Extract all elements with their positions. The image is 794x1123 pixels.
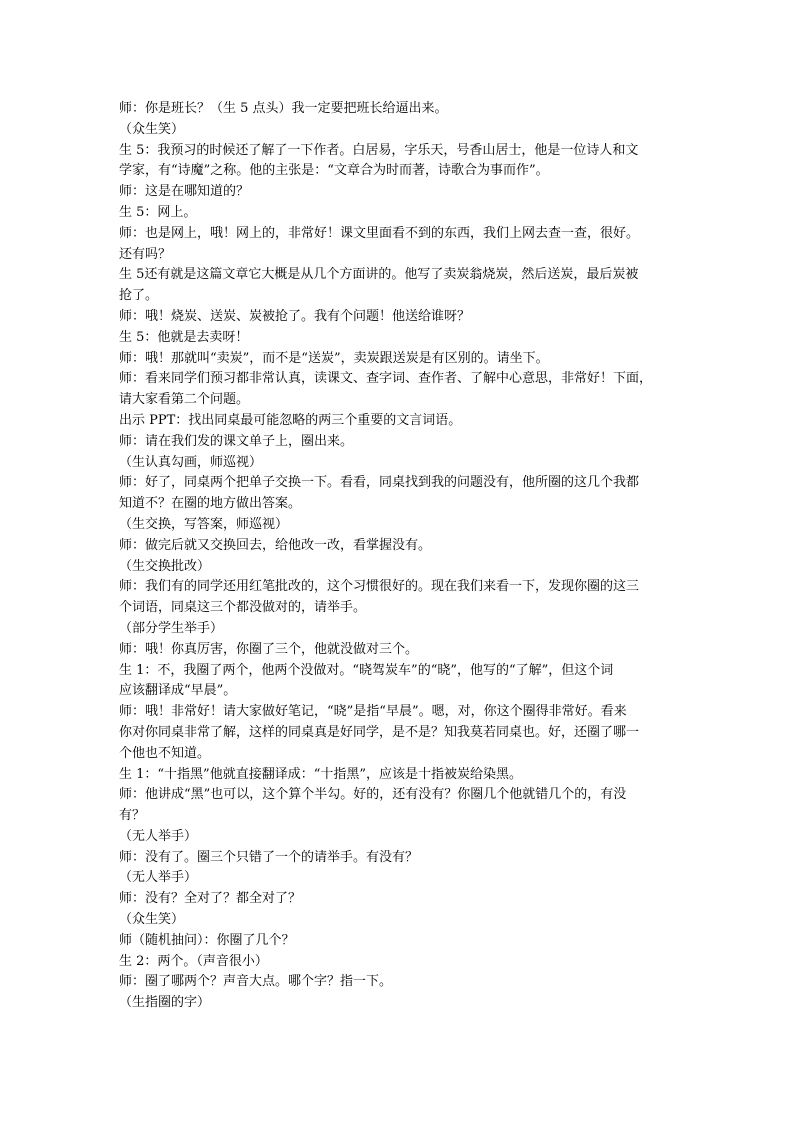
text-line: （生认真勾画，师巡视） [119,454,263,470]
text-line: 师：好了，同桌两个把单子交换一下。看看，同桌找到我的问题没有，他所圈的这几个我都 [119,475,640,491]
text-line: 知道不？在圈的地方做出答案。 [119,496,302,512]
text-line: 应该翻译成“早晨”。 [119,683,237,699]
text-line: 师：哦！那就叫“卖炭”，而不是“送炭”，卖炭跟送炭是有区别的。请坐下。 [119,350,549,366]
text-line: 师：没有？全对了？都全对了？ [119,891,302,907]
text-line: 请大家看第二个问题。 [119,392,250,408]
text-line: 师（随机抽问）：你圈了几个？ [119,932,295,948]
text-line: 生 2：两个。（声音很小） [119,953,268,969]
text-line: 师：请在我们发的课文单子上，圈出来。 [119,433,354,449]
text-line: 师：哦！你真厉害，你圈了三个，他就没做对三个。 [119,641,419,657]
text-line: （生指圈的字） [119,995,211,1011]
text-line: 出示 PPT：找出同桌最可能忽略的两三个重要的文言词语。 [119,412,462,428]
text-line: 师：看来同学们预习都非常认真，读课文、查字词、查作者、了解中心意思，非常好！下面， [119,371,653,387]
text-line: （无人举手） [119,828,198,844]
text-line: 生 5：我预习的时候还了解了一下作者。白居易，字乐天，号香山居士，他是一位诗人和文 [119,142,639,158]
text-line: （无人举手） [119,870,198,886]
text-line: 你对你同桌非常了解，这样的同桌真是好同学，是不是？知我莫若同桌也。好，还圈了哪一 [119,724,640,740]
text-line: 生 1：不，我圈了两个，他两个没做对。“晓驾炭车”的“晓”，他写的“了解”，但这个词 [119,662,614,678]
text-line: 抢了。 [119,288,159,304]
text-line: 个他也不知道。 [119,745,211,761]
text-line: 师：哦！非常好！请大家做好笔记，“晓”是指“早晨”。嗯，对，你这个圈得非常好。看来 [119,704,627,720]
text-line: （部分学生举手） [119,620,224,636]
text-line: 师：也是网上，哦！网上的，非常好！课文里面看不到的东西，我们上网去查一查，很好。 [119,225,640,241]
text-line: 生 5：他就是去卖呀！ [119,329,249,345]
document-page [119,99,679,1014]
text-line: （众生笑） [119,121,185,137]
text-line: 师：哦！烧炭、送炭、炭被抢了。我有个问题！他送给谁呀？ [119,308,471,324]
text-line: 还有吗？ [119,246,172,262]
text-line: 学家，有“诗魔”之称。他的主张是：“文章合为时而著，诗歌合为事而作”。 [119,163,549,179]
text-line: 生 5：网上。 [119,204,197,220]
text-line: 师：你是班长？（生 5 点头）我一定要把班长给逼出来。 [119,101,448,116]
text-line: 师：圈了哪两个？声音大点。哪个字？指一下。 [119,974,393,990]
text-line: 个词语，同桌这三个都没做对的，请举手。 [119,600,367,616]
text-line: （生交换批改） [119,558,211,574]
text-line: 师：没有了。圈三个只错了一个的请举手。有没有？ [119,849,419,865]
text-line: 生 1：“十指黑”他就直接翻译成：“十指黑”，应该是十指被炭给染黑。 [119,766,522,782]
text-line: （生交换，写答案，师巡视） [119,516,289,532]
text-line: 师：我们有的同学还用红笔批改的，这个习惯很好的。现在我们来看一下，发现你圈的这三 [119,579,640,595]
text-line: 师：这是在哪知道的？ [119,184,250,200]
text-line: 师：做完后就又交换回去，给他改一改，看掌握没有。 [119,537,432,553]
text-line: 师：他讲成“黑”也可以，这个算个半勾。好的，还有没有？你圈几个他就错几个的，有没 [119,787,627,803]
text-line: （众生笑） [119,912,185,928]
text-line: 有？ [119,808,146,824]
text-line: 生 5还有就是这篇文章它大概是从几个方面讲的。他写了卖炭翁烧炭，然后送炭，最后炭被 [119,267,639,283]
